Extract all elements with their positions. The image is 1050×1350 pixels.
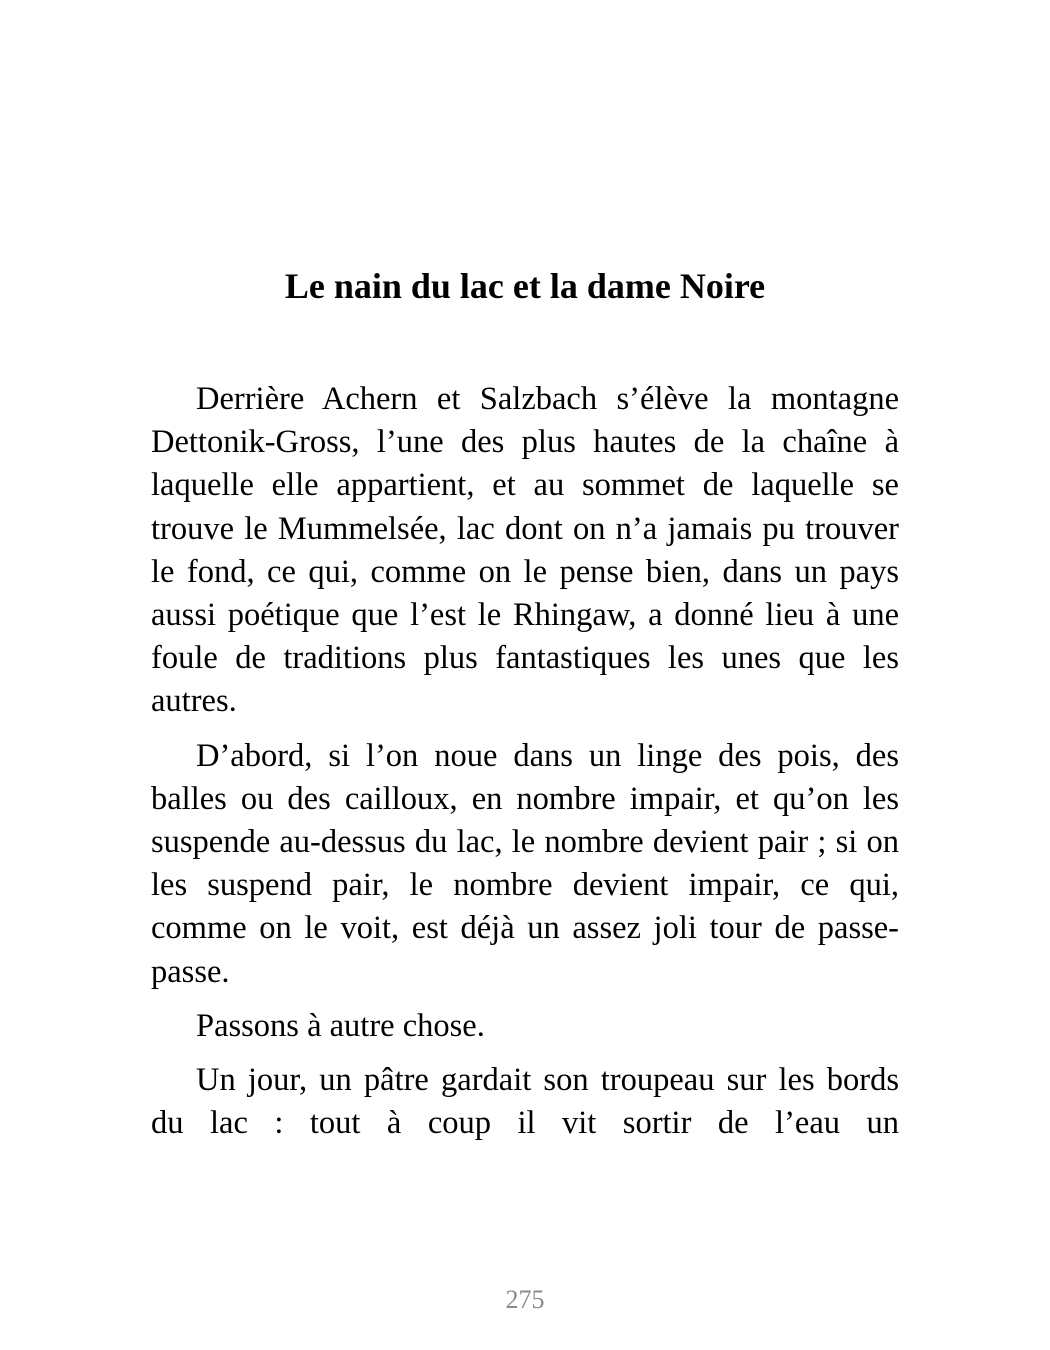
body-text bbox=[151, 378, 899, 1156]
chapter-title: Le nain du lac et la dame Noire bbox=[284, 266, 766, 306]
page-number: 275 bbox=[505, 1285, 545, 1314]
paragraph-1: Derrière Achern et Salzbach s’élève la montagne Dettonik-Gross, l’une des plus hautes de la chaîne à laquelle elle appartient, et au sommet de laquelle se trouve le Mummelsée, lac dont on n’a jamais pu trouver le fond, ce qui, comme on le pense bien, dans un pays aussi poétique que l’est le Rhingaw, a donné lieu à une foule de traditions plus fantastiques les unes que les autres. bbox=[151, 381, 899, 720]
paragraph-4: Un jour, un pâtre gardait son troupeau sur les bords du lac : tout à coup il vit sortir de l’eau un bbox=[151, 1062, 899, 1142]
paragraph-3: Passons à autre chose. bbox=[196, 1007, 485, 1044]
paragraph-2: D’abord, si l’on noue dans un linge des pois, des balles ou des cailloux, en nombre impair, et qu’on les suspende au-dessus du lac, le nombre devient pair ; si on les suspend pair, le nombre devient impair, ce qui, comme on le voit, est déjà un assez joli tour de passe-passe. bbox=[151, 737, 899, 990]
